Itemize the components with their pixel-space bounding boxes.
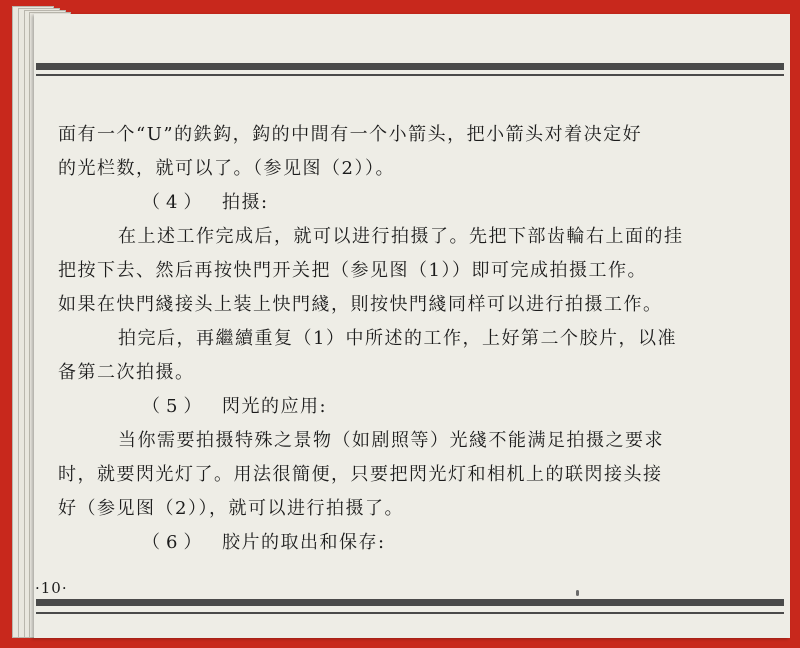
section-title: 閃光的应用: — [222, 396, 328, 417]
bottom-border-thin — [36, 612, 784, 614]
bottom-border-thick — [36, 599, 784, 606]
text-line: 如果在快門綫接头上装上快門綫，則按快門綫同样可以进行拍摄工作。 — [58, 294, 663, 315]
text-line: 备第二次拍摄。 — [58, 362, 195, 383]
text-line: 的光栏数，就可以了。（参见图（2））。 — [58, 158, 395, 179]
section-number: （4） — [142, 192, 208, 213]
text-line: 把按下去、然后再按快門开关把（参见图（1））即可完成拍摄工作。 — [58, 260, 647, 281]
top-border-thin — [36, 74, 784, 76]
text-line: 好（参见图（2）），就可以进行拍摄了。 — [58, 498, 404, 519]
text-line: 时，就要閃光灯了。用法很簡便，只要把閃光灯和相机上的联閃接头接 — [58, 464, 663, 485]
section-heading-4 — [58, 186, 758, 220]
top-border-thick — [36, 63, 784, 70]
page-number: ·10· — [35, 579, 68, 597]
section-title: 拍摄: — [222, 192, 269, 213]
section-title: 胶片的取出和保存: — [222, 532, 386, 553]
ink-speck — [576, 590, 579, 596]
section-heading-5 — [58, 390, 758, 424]
text-line: 在上述工作完成后，就可以进行拍摄了。先把下部齿輪右上面的挂 — [118, 226, 684, 247]
section-number: （6） — [142, 532, 208, 553]
section-heading-6 — [58, 526, 758, 560]
book-page — [34, 14, 790, 638]
section-number: （5） — [142, 396, 208, 417]
text-line: 拍完后，再繼續重复（1）中所述的工作，上好第二个胶片，以准 — [118, 328, 677, 349]
text-line: 面有一个“U”的鉄鈎，鈎的中間有一个小箭头，把小箭头对着决定好 — [58, 124, 643, 145]
text-line: 当你需要拍摄特殊之景物（如剧照等）光綫不能满足拍摄之要求 — [118, 430, 664, 451]
page-body — [58, 118, 758, 560]
